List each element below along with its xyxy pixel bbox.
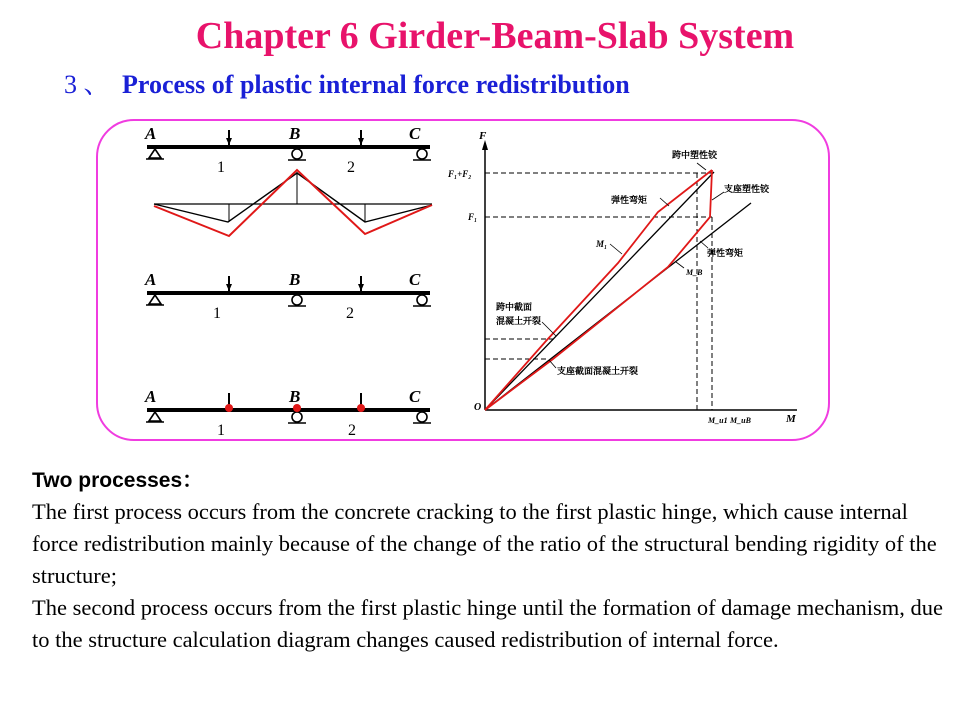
support-a-label-1: A	[145, 124, 157, 143]
y-axis-label: F	[479, 130, 487, 142]
moment-diagram	[154, 170, 432, 236]
mu1-label: M_u1	[708, 416, 728, 425]
midspan-plastic-hinge-label: 跨中塑性铰	[672, 151, 718, 161]
process-description	[32, 496, 944, 656]
support-c-label-2: C	[409, 270, 421, 289]
first-process-paragraph: The first process occurs from the concrete cracking to the first plastic hinge, which cause internal force redistribution mainly because of the change of the ratio of the structural bending rigidity of the structure;	[32, 499, 937, 588]
span-2-label-1: 2	[347, 159, 355, 176]
subtitle-text: Process of plastic internal force redistribution	[122, 70, 630, 99]
plastic-hinge-span-1	[225, 404, 233, 412]
second-process-paragraph: The second process occurs from the first plastic hinge until the formation of damage mechanism, due to the structure calculation diagram changes caused redistribution of internal force.	[32, 595, 943, 652]
muB-label: M_uB	[730, 416, 751, 425]
support-b-label-2: B	[289, 270, 301, 289]
midspan-crack-label-2: 混凝土开裂	[496, 317, 542, 327]
two-processes-heading: Two processes：	[32, 469, 204, 492]
origin-label: O	[474, 402, 482, 413]
span-1-label-1: 1	[217, 159, 225, 176]
elastic-moment-label-lower: 弹性弯矩	[707, 249, 744, 259]
midspan-crack-label-1: 跨中截面	[496, 303, 533, 313]
slide-title: Chapter 6 Girder-Beam-Slab System	[195, 15, 795, 57]
span-2-label-2: 2	[346, 305, 354, 322]
x-axis-label: M	[786, 413, 796, 425]
span-2-label-3: 2	[348, 422, 356, 439]
m1-label: M₁	[596, 239, 608, 249]
support-crack-label: 支座截面混凝土开裂	[557, 367, 639, 377]
elastic-moment-label-upper: 弹性弯矩	[611, 196, 648, 206]
f1-label: F₁	[468, 212, 478, 222]
support-a-label-3: A	[145, 387, 157, 406]
beam-diagram-3	[144, 387, 431, 439]
f1-plus-f2-label: F₁+F₂	[448, 169, 472, 179]
beam-diagram-2	[144, 270, 431, 322]
support-b-label-3: B	[289, 387, 301, 406]
support-b-label-1: B	[289, 124, 301, 143]
force-moment-graph	[447, 130, 797, 425]
beam-diagram-1	[144, 124, 431, 176]
support-a-label-2: A	[145, 270, 157, 289]
subtitle-number: 3 、	[64, 70, 110, 99]
span-1-label-3: 1	[217, 422, 225, 439]
mb-label: M_B	[686, 268, 703, 277]
support-c-label-3: C	[409, 387, 421, 406]
support-plastic-hinge-label: 支座塑性铰	[724, 185, 770, 195]
plastic-hinge-span-2	[357, 404, 365, 412]
span-1-label-2: 1	[213, 305, 221, 322]
support-c-label-1: C	[409, 124, 421, 143]
